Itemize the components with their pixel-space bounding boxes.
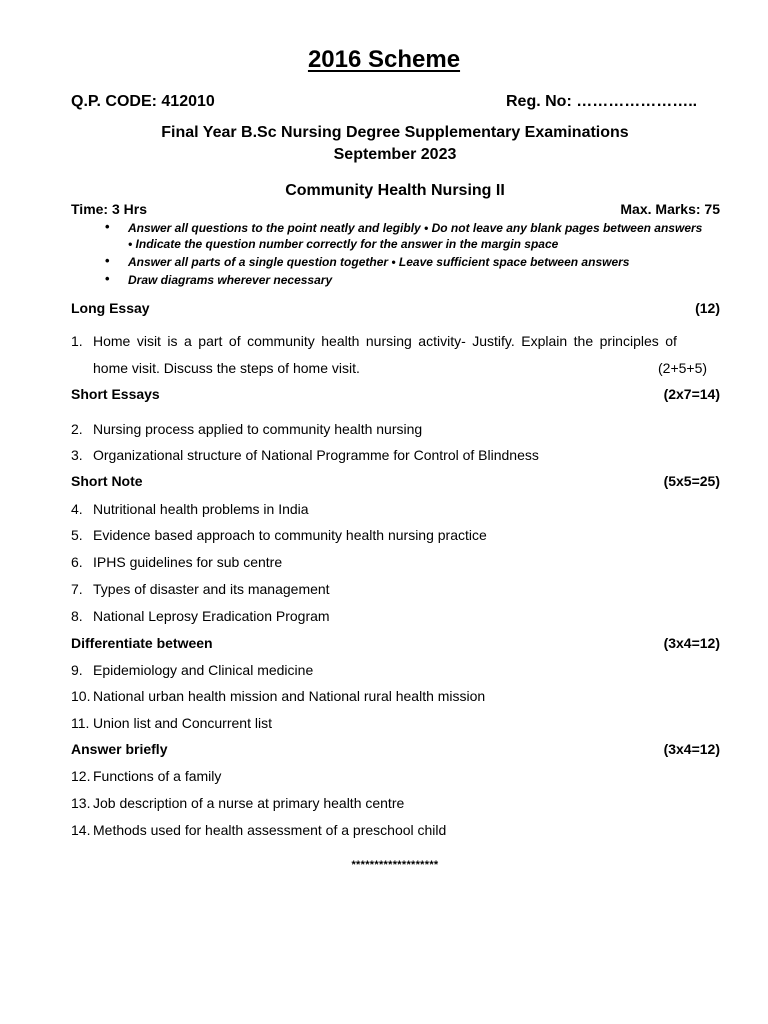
section-marks-short-essays: (2x7=14) (663, 386, 720, 402)
question-text: Union list and Concurrent list (93, 715, 272, 731)
instruction-item (105, 272, 705, 289)
question-text: Epidemiology and Clinical medicine (93, 662, 314, 678)
question-text: Home visit is a part of community health nursing activity- Justify. Explain the principles of (93, 333, 677, 349)
question-text: Types of disaster and its management (93, 581, 330, 597)
section-title-answer-briefly: Answer briefly (71, 741, 168, 757)
instruction-text: Answer all questions to the point neatly and legibly • Do not leave any blank pages between answers • Indicate the question number correctly for the answer in the margin space (128, 221, 703, 251)
subject-title: Community Health Nursing II (285, 182, 505, 199)
question-text: IPHS guidelines for sub centre (93, 554, 283, 570)
instruction-item (105, 254, 705, 271)
end-marker: ******************* (351, 859, 439, 871)
question-number: 1. (71, 333, 83, 349)
question-text: Methods used for health assessment of a preschool child (93, 822, 447, 838)
question-number: 12. (71, 768, 91, 784)
question-text: Nutritional health problems in India (93, 501, 309, 517)
reg-no: Reg. No: ………………….. (506, 93, 698, 110)
time-allowed: Time: 3 Hrs (71, 201, 147, 217)
section-title-long-essay: Long Essay (71, 300, 150, 316)
question-number: 6. (71, 554, 83, 570)
question-number: 4. (71, 501, 83, 517)
section-marks-short-note: (5x5=25) (663, 473, 720, 489)
qp-code: Q.P. CODE: 412010 (71, 93, 215, 110)
question-text: Nursing process applied to community health nursing (93, 421, 423, 437)
instruction-text: Draw diagrams wherever necessary (128, 273, 333, 287)
bullet-icon: • (105, 271, 110, 286)
question-number: 13. (71, 795, 91, 811)
question-text: Functions of a family (93, 768, 222, 784)
question-text: home visit. Discuss the steps of home visit. (93, 360, 360, 376)
question-text: Organizational structure of National Programme for Control of Blindness (93, 447, 539, 463)
question-text: National urban health mission and National rural health mission (93, 688, 486, 704)
question-number: 10. (71, 688, 91, 704)
question-number: 2. (71, 421, 83, 437)
question-text: Job description of a nurse at primary health centre (93, 795, 405, 811)
section-marks-differentiate: (3x4=12) (663, 635, 720, 651)
question-text: National Leprosy Eradication Program (93, 608, 330, 624)
scheme-title: 2016 Scheme (307, 46, 461, 73)
question-number: 8. (71, 608, 83, 624)
exam-date: September 2023 (333, 146, 457, 163)
question-number: 7. (71, 581, 83, 597)
bullet-icon: • (105, 253, 110, 268)
section-marks-long-essay: (12) (695, 300, 720, 316)
instruction-item (105, 220, 705, 254)
section-marks-answer-briefly: (3x4=12) (663, 741, 720, 757)
bullet-icon: • (105, 219, 110, 234)
section-title-short-note: Short Note (71, 473, 143, 489)
question-number: 9. (71, 662, 83, 678)
question-number: 14. (71, 822, 91, 838)
instruction-text: Answer all parts of a single question together • Leave sufficient space between answers (128, 255, 630, 269)
question-number: 3. (71, 447, 83, 463)
exam-title: Final Year B.Sc Nursing Degree Supplementary Examinations (161, 124, 629, 141)
question-number: 11. (71, 715, 90, 731)
max-marks: Max. Marks: 75 (620, 201, 720, 217)
question-marks: (2+5+5) (658, 360, 708, 376)
question-number: 5. (71, 527, 83, 543)
section-title-short-essays: Short Essays (71, 386, 160, 402)
section-title-differentiate: Differentiate between (71, 635, 213, 651)
question-text: Evidence based approach to community health nursing practice (93, 527, 487, 543)
